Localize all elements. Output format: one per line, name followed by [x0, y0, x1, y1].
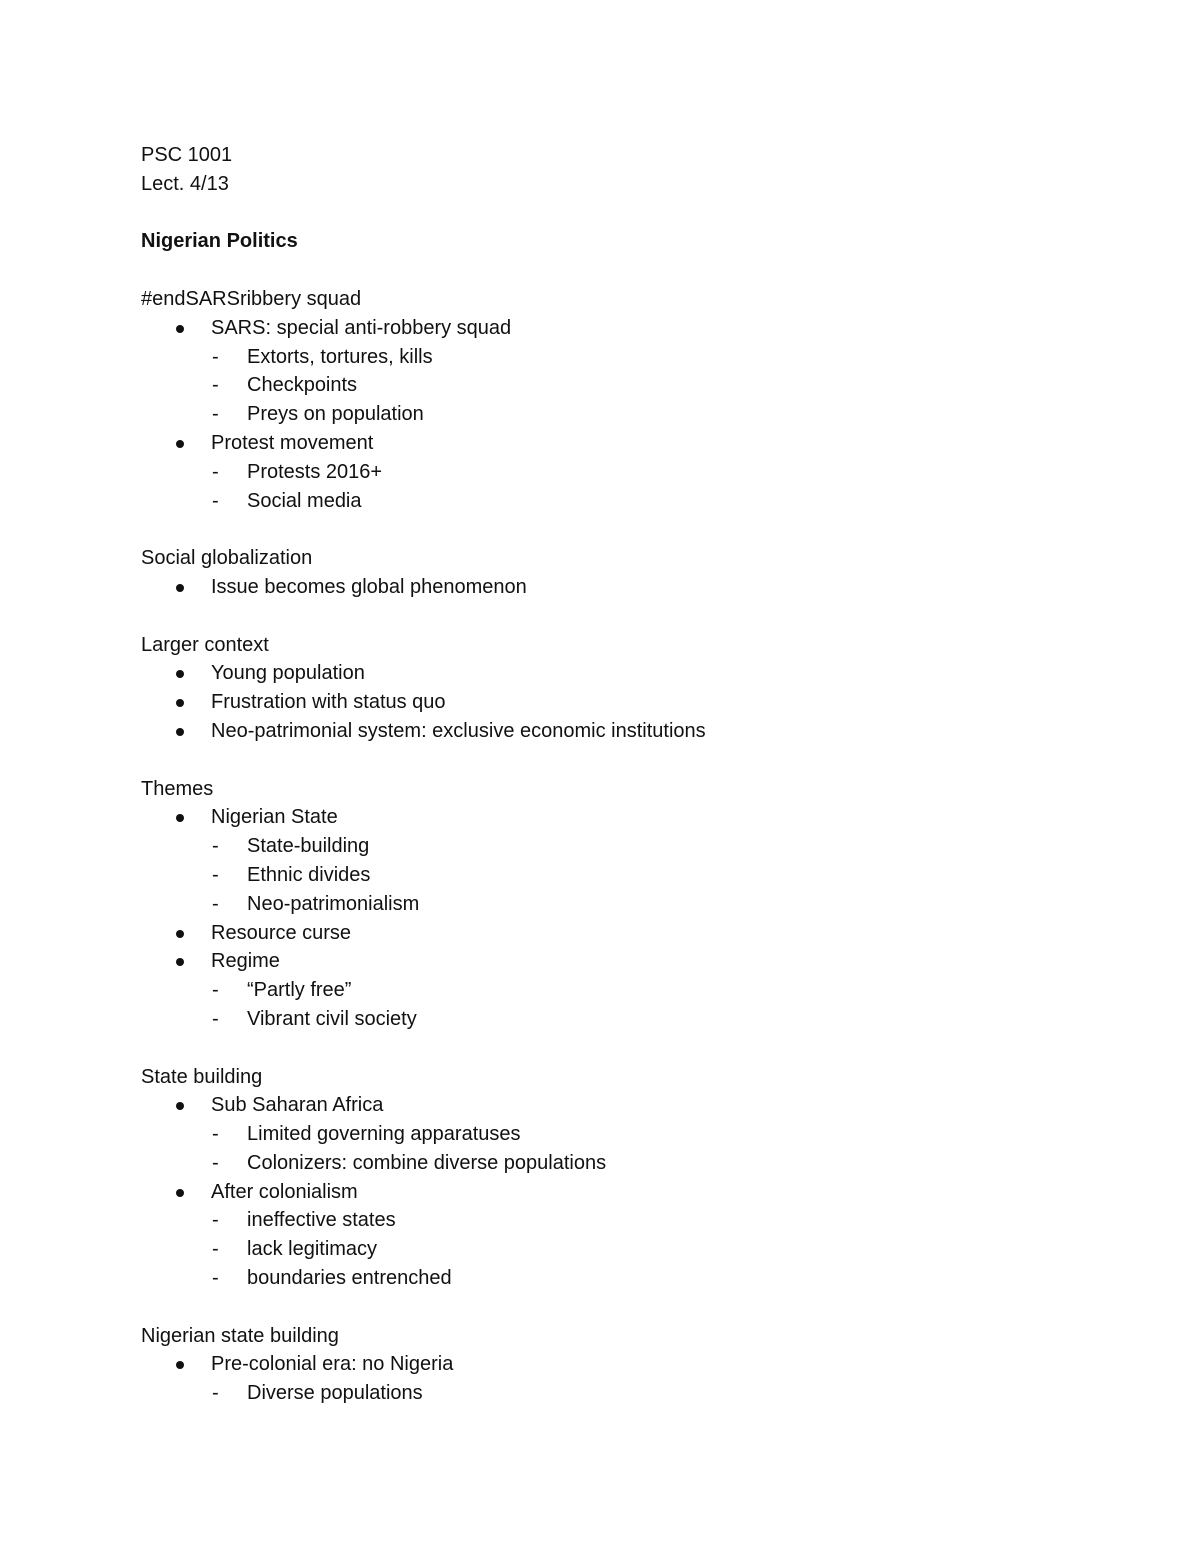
section-heading: State building [141, 1065, 263, 1088]
section-heading: #endSARSribbery squad [141, 287, 362, 310]
dash-icon: - [212, 1123, 219, 1146]
bullet-text: Neo-patrimonial system: exclusive economic institutions [211, 719, 706, 742]
spacer [141, 1034, 1101, 1063]
bullet-row [211, 688, 1101, 717]
dash-icon: - [212, 1382, 219, 1405]
list-item [141, 803, 1101, 918]
section [141, 775, 1101, 1063]
sub-item-text: ineffective states [247, 1209, 396, 1232]
section-heading: Themes [141, 777, 214, 800]
section-heading: Larger context [141, 633, 269, 656]
sub-list-item [211, 371, 1101, 400]
list-item [141, 717, 1101, 746]
dash-icon: - [212, 835, 219, 858]
list-item [141, 659, 1101, 688]
bullet-text: Resource curse [211, 921, 352, 944]
document-title: Nigerian Politics [141, 230, 298, 253]
sub-list-item [211, 458, 1101, 487]
section [141, 631, 1101, 775]
sub-item-text: Extorts, tortures, kills [247, 345, 433, 368]
dash-icon: - [212, 1151, 219, 1174]
bullet-text: Protest movement [211, 431, 374, 454]
list-item [141, 688, 1101, 717]
sub-item-text: State-building [247, 835, 370, 858]
bullet-dot-icon [176, 814, 184, 822]
sub-item-text: Protests 2016+ [247, 460, 383, 483]
list-item [141, 947, 1101, 1033]
section [141, 1322, 1101, 1408]
sub-list-item [211, 861, 1101, 890]
bullet-list [141, 659, 1101, 745]
bullet-dot-icon [176, 1189, 184, 1197]
bullet-dot-icon [176, 325, 184, 333]
sub-item-text: Colonizers: combine diverse populations [247, 1151, 607, 1174]
sub-list-item [211, 1264, 1101, 1293]
sub-item-text: “Partly free” [247, 979, 352, 1002]
dash-icon: - [212, 979, 219, 1002]
section-heading: Nigerian state building [141, 1324, 339, 1347]
sub-item-text: Checkpoints [247, 374, 358, 397]
bullet-dot-icon [176, 699, 184, 707]
sub-item-text: Ethnic divides [247, 863, 371, 886]
sub-list [211, 1379, 1101, 1408]
sub-list-item [211, 400, 1101, 429]
sub-item-text: lack legitimacy [247, 1238, 378, 1261]
list-item [141, 1350, 1101, 1408]
sub-list [211, 832, 1101, 918]
dash-icon: - [212, 1209, 219, 1232]
spacer [141, 515, 1101, 544]
document-content [141, 141, 1101, 1408]
bullet-row [211, 1091, 1101, 1120]
sub-item-text: Neo-patrimonialism [247, 892, 420, 915]
section [141, 544, 1101, 630]
sub-list-item [211, 1149, 1101, 1178]
dash-icon: - [212, 460, 219, 483]
list-item [141, 429, 1101, 515]
bullet-list [141, 1350, 1101, 1408]
sub-list-item [211, 976, 1101, 1005]
bullet-list [141, 803, 1101, 1033]
dash-icon: - [212, 1267, 219, 1290]
dash-icon: - [212, 345, 219, 368]
spacer [141, 1293, 1101, 1322]
bullet-text: Young population [211, 662, 365, 685]
dash-icon: - [212, 892, 219, 915]
course-code: PSC 1001 [141, 144, 233, 166]
list-item [141, 314, 1101, 429]
sub-list [211, 458, 1101, 516]
sub-list-item [211, 1120, 1101, 1149]
section [141, 1063, 1101, 1322]
list-item [141, 919, 1101, 948]
sub-item-text: Limited governing apparatuses [247, 1123, 521, 1146]
bullet-text: After colonialism [211, 1180, 358, 1203]
list-item [141, 1091, 1101, 1177]
sections-container [141, 285, 1101, 1408]
sub-list-item [211, 832, 1101, 861]
bullet-dot-icon [176, 728, 184, 736]
sub-item-text: boundaries entrenched [247, 1267, 452, 1290]
sub-list-item [211, 1005, 1101, 1034]
bullet-list [141, 573, 1101, 602]
dash-icon: - [212, 374, 219, 397]
sub-item-text: Preys on population [247, 403, 424, 426]
bullet-row [211, 1350, 1101, 1379]
bullet-text: SARS: special anti-robbery squad [211, 316, 512, 339]
dash-icon: - [212, 403, 219, 426]
spacer [141, 602, 1101, 631]
bullet-text: Nigerian State [211, 806, 338, 829]
list-item [141, 573, 1101, 602]
spacer [141, 746, 1101, 775]
bullet-row [211, 1178, 1101, 1207]
bullet-text: Regime [211, 950, 280, 973]
dash-icon: - [212, 1238, 219, 1261]
bullet-row [211, 803, 1101, 832]
bullet-row [211, 314, 1101, 343]
sub-list-item [211, 890, 1101, 919]
bullet-text: Frustration with status quo [211, 691, 446, 714]
spacer [141, 256, 1101, 285]
list-item [141, 1178, 1101, 1293]
section-heading: Social globalization [141, 547, 313, 570]
bullet-list [141, 314, 1101, 516]
sub-list [211, 976, 1101, 1034]
sub-list [211, 1206, 1101, 1292]
bullet-dot-icon [176, 1102, 184, 1110]
bullet-dot-icon [176, 670, 184, 678]
bullet-text: Sub Saharan Africa [211, 1094, 384, 1117]
bullet-list [141, 1091, 1101, 1293]
lecture-date: Lect. 4/13 [141, 172, 229, 195]
sub-item-text: Diverse populations [247, 1382, 423, 1405]
bullet-dot-icon [176, 584, 184, 592]
bullet-dot-icon [176, 1361, 184, 1369]
dash-icon: - [212, 489, 219, 512]
sub-list-item [211, 487, 1101, 516]
bullet-dot-icon [176, 930, 184, 938]
sub-list-item [211, 1379, 1101, 1408]
bullet-row [211, 919, 1101, 948]
spacer [141, 199, 1101, 228]
bullet-row [211, 429, 1101, 458]
sub-list [211, 1120, 1101, 1178]
dash-icon: - [212, 1007, 219, 1030]
bullet-text: Pre-colonial era: no Nigeria [211, 1353, 454, 1376]
sub-list [211, 343, 1101, 429]
sub-list-item [211, 1206, 1101, 1235]
bullet-row [211, 947, 1101, 976]
bullet-text: Issue becomes global phenomenon [211, 575, 527, 598]
section [141, 285, 1101, 544]
sub-item-text: Social media [247, 489, 362, 512]
bullet-dot-icon [176, 440, 184, 448]
bullet-row [211, 717, 1101, 746]
bullet-dot-icon [176, 958, 184, 966]
bullet-row [211, 659, 1101, 688]
dash-icon: - [212, 863, 219, 886]
sub-list-item [211, 1235, 1101, 1264]
bullet-row [211, 573, 1101, 602]
sub-list-item [211, 343, 1101, 372]
sub-item-text: Vibrant civil society [247, 1007, 417, 1030]
